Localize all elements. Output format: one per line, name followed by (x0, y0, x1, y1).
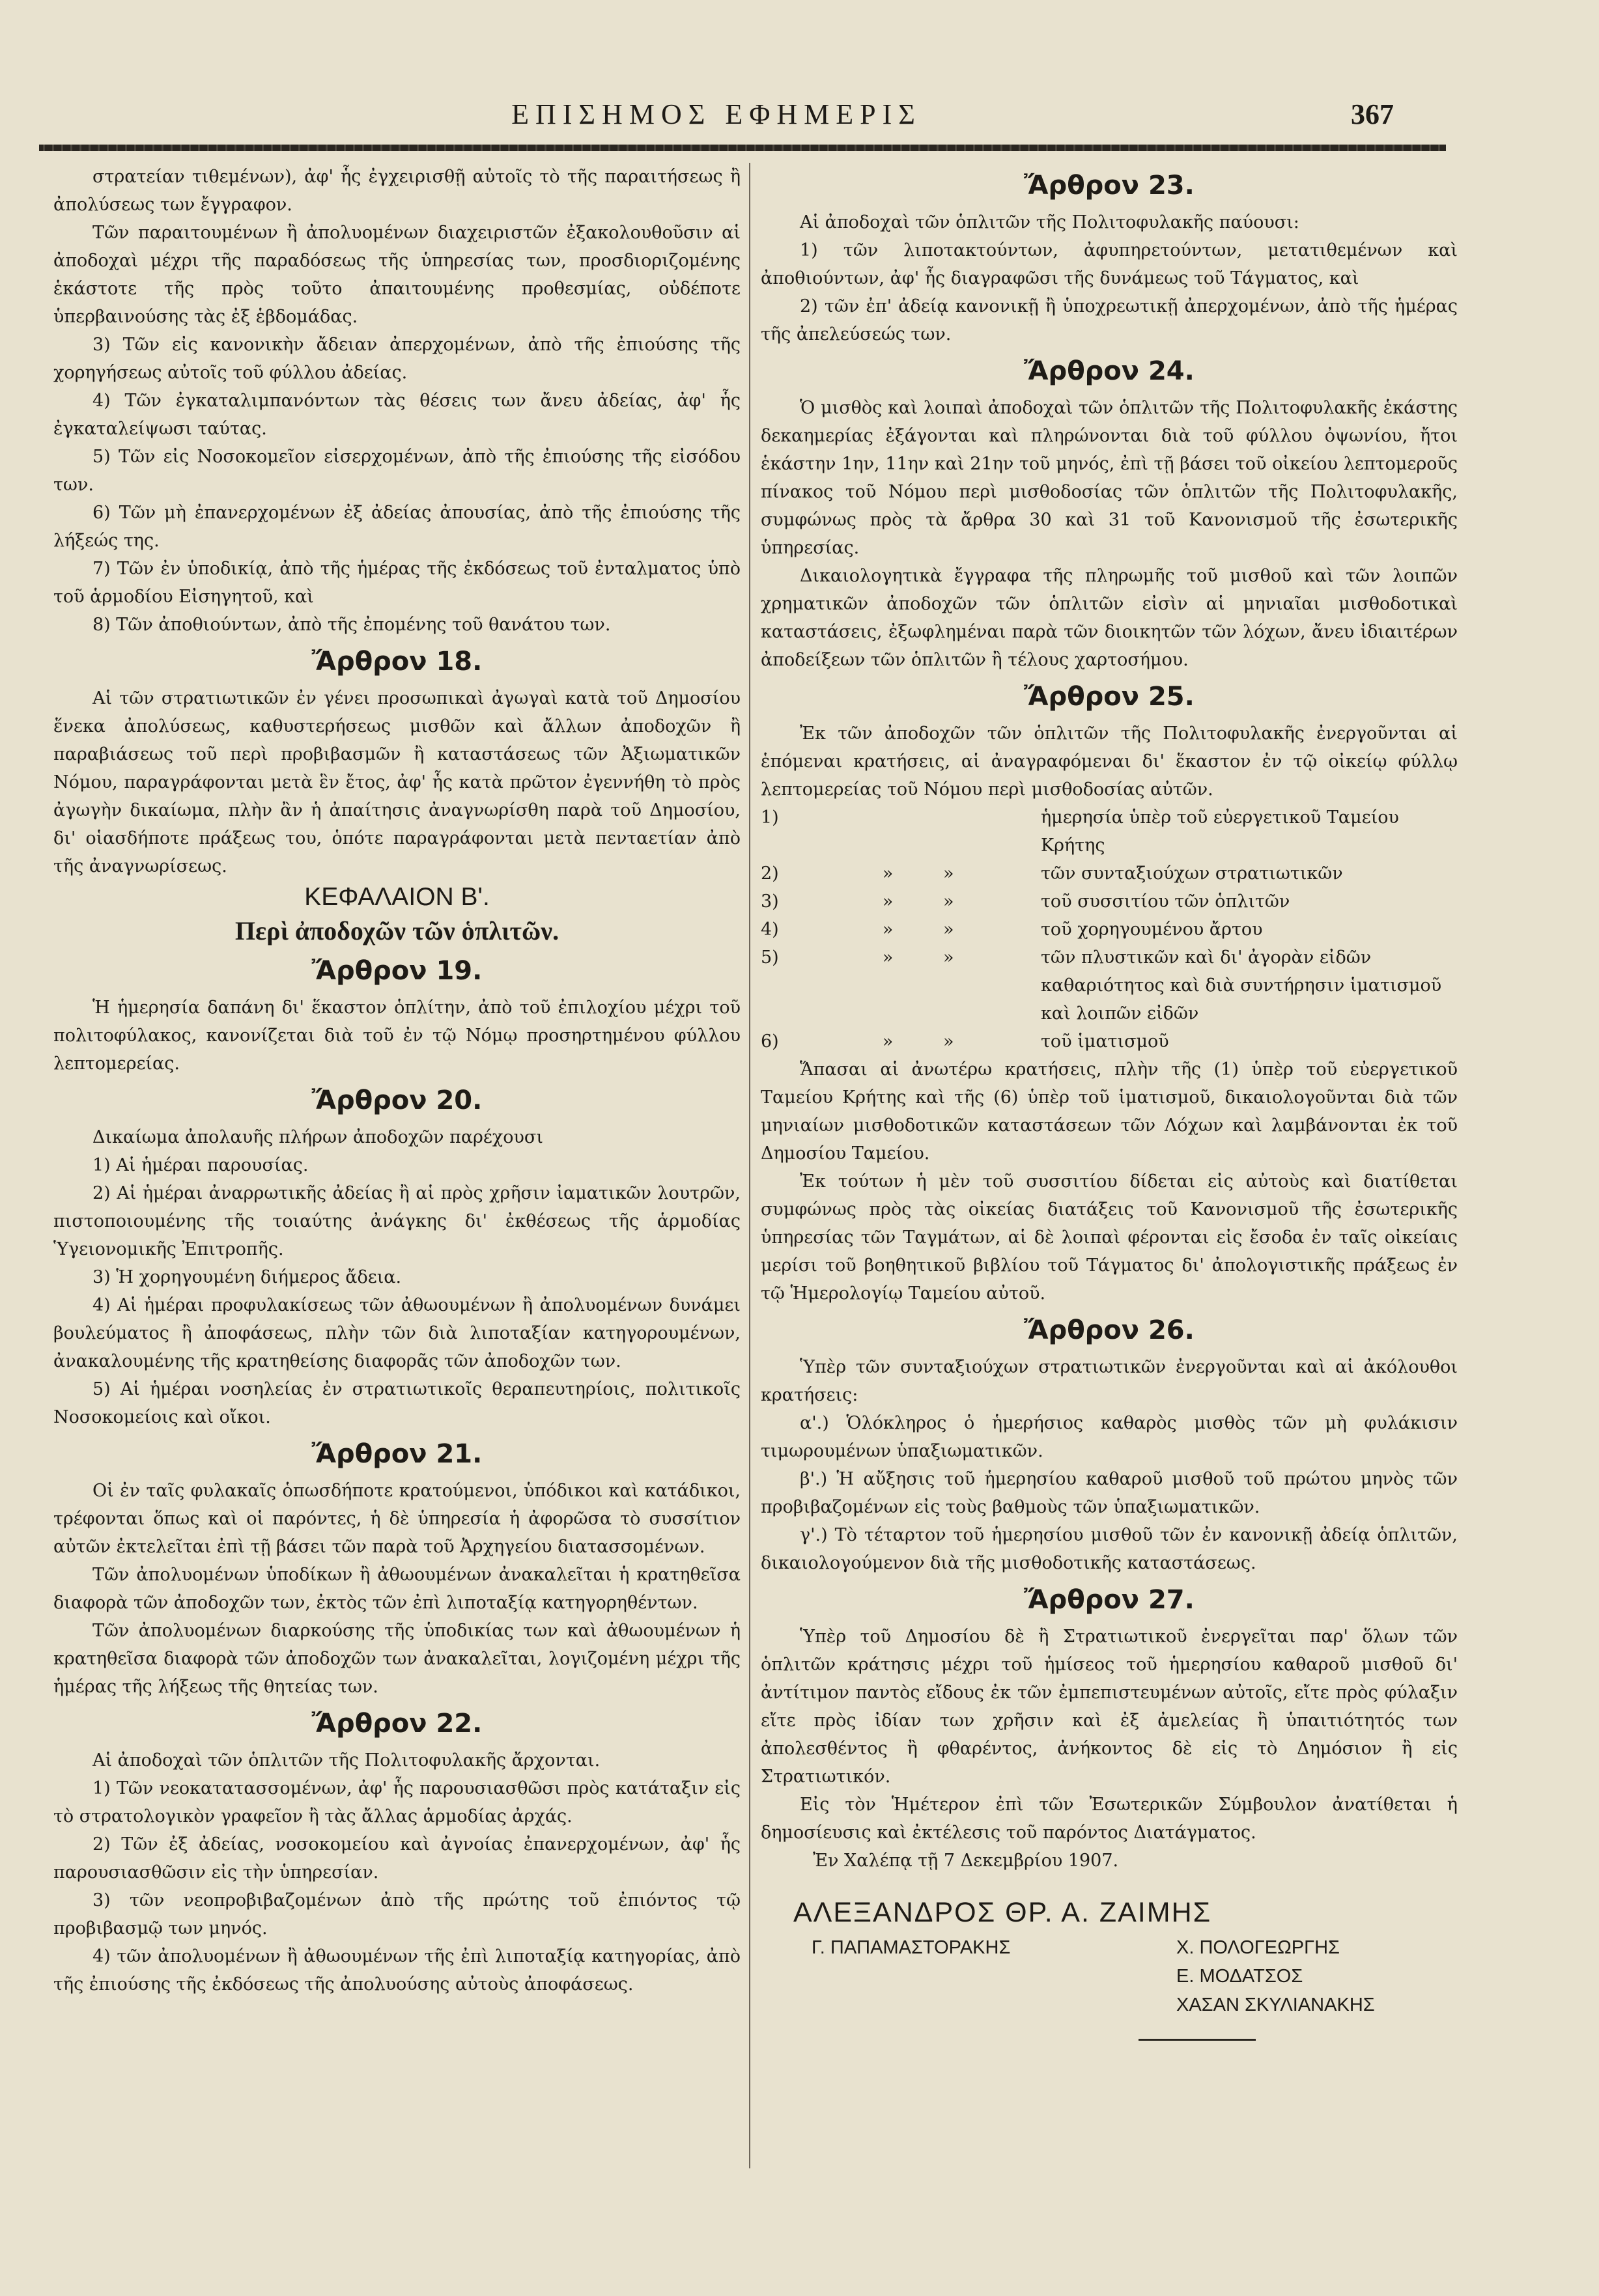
paragraph: Ἡ ἡμερησία δαπάνη δι' ἕκαστον ὁπλίτην, ἀπὸ τοῦ ἐπιλοχίου μέχρι τοῦ πολιτοφύλακος, κανονίζεται διὰ τοῦ ἐν τῷ Νόμῳ προσηρτημένου φύλλου λεπτομερείας. (53, 998, 741, 1074)
paragraph: 1) τῶν λιποτακτούντων, ἀφυπηρετούντων, μετατιθεμένων καὶ ἀποθιούντων, ἀφ' ἧς διαγραφῶσι τῆς δυνάμεως τοῦ Τάγματος, καὶ (761, 240, 1458, 288)
paragraph: 5) Τῶν εἰς Νοσοκομεῖον εἰσερχομένων, ἀπὸ τῆς ἐπιούσης τῆς εἰσόδου των. (53, 447, 741, 495)
article-heading: Ἄρθρον 21. (311, 1439, 483, 1469)
deduction-text: ἡμερησία ὑπὲρ τοῦ εὐεργετικοῦ Ταμείου Κρήτης (1041, 807, 1399, 856)
ditto-mark (937, 804, 1041, 860)
cosigner-right-2: Ε. ΜΟΔΑΤΣΟΣ (1176, 1966, 1303, 1987)
paragraph: 1) Αἱ ἡμέραι παρουσίας. (92, 1155, 309, 1175)
paragraph: 2) τῶν ἐπ' ἀδείᾳ κανονικῇ ἢ ὑποχρεωτικῇ ἀπερχομένων, ἀπὸ τῆς ἡμέρας τῆς ἀπελεύσεώς των. (761, 296, 1458, 344)
deduction-text: τῶν πλυστικῶν καὶ δι' ἀγορὰν εἰδῶν καθαριότητος καὶ διὰ συντήρησιν ἱματισμοῦ καὶ λοιπῶν εἰδῶν (1041, 947, 1442, 1024)
paragraph: 1) Τῶν νεοκατατασσομένων, ἀφ' ἧς παρουσιασθῶσι πρὸς κατάταξιν εἰς τὸ στρατολογικὸν γραφεῖον ἢ τὰς ἄλλας ἁρμοδίας ἀρχάς. (53, 1778, 741, 1827)
ditto-mark: » (882, 919, 894, 940)
paragraph: Ὁ μισθὸς καὶ λοιπαὶ ἀποδοχαὶ τῶν ὁπλιτῶν τῆς Πολιτοφυλακῆς ἑκάστης δεκαημερίας ἐξάγονται καὶ πληρώνονται διὰ τοῦ φύλλου ὀψωνίου, ἤτοι ἑκάστην 1ην, 11ην καὶ 21ην τοῦ μηνός, ἐπὶ τῇ βάσει τοῦ οἰκείου λεπτομεροῦς πίνακος τοῦ Νόμου περὶ μισθοδοσίας τῶν ὁπλιτῶν τῆς Πολιτοφυλακῆς, συμφώνως πρὸς τὰ ἄρθρα 30 καὶ 31 τοῦ Κανονισμοῦ τῆς ἐσωτερικῆς ὑπηρεσίας. (761, 398, 1458, 558)
deduction-text: τοῦ συσσιτίου τῶν ὁπλιτῶν (1041, 891, 1290, 912)
paragraph: Ὑπὲρ τῶν συνταξιούχων στρατιωτικῶν ἐνεργοῦνται καὶ αἱ ἀκόλουθοι κρατήσεις: (761, 1357, 1458, 1405)
paragraph: 4) Τῶν ἐγκαταλιμπανόντων τὰς θέσεις των ἄνευ ἀδείας, ἀφ' ἧς ἐγκαταλείψωσι ταύτας. (53, 391, 741, 439)
paragraph: Δικαίωμα ἀπολαυῆς πλήρων ἀποδοχῶν παρέχουσι (92, 1127, 543, 1147)
article-heading: Ἄρθρον 26. (1024, 1315, 1195, 1345)
paragraph: Ἐκ τῶν ἀποδοχῶν τῶν ὁπλιτῶν τῆς Πολιτοφυλακῆς ἐνεργοῦνται αἱ ἑπόμεναι κρατήσεις, αἱ ἀναγραφόμεναι δι' ἕκαστον ἐν τῷ οἰκείῳ φύλλῳ λεπτομερείας τοῦ Νόμου περὶ μισθοδοσίας αὐτῶν. (761, 723, 1458, 800)
article-heading: Ἄρθρον 18. (311, 647, 483, 677)
paragraph: 2) Αἱ ἡμέραι ἀναρρωτικῆς ἀδείας ἢ αἱ πρὸς χρῆσιν ἰαματικῶν λουτρῶν, πιστοποιουμένης τῆς τοιαύτης ἀνάγκης δι' ἐκθέσεως τῆς ἁρμοδίας Ὑγειονομικῆς Ἐπιτροπῆς. (53, 1183, 741, 1259)
article-heading: Ἄρθρον 23. (1024, 171, 1195, 201)
article-heading: Ἄρθρον 20. (311, 1085, 483, 1115)
deduction-number: 2) (761, 863, 779, 884)
deduction-row (761, 1028, 1458, 1056)
ditto-mark (839, 804, 937, 860)
paragraph: Εἰς τὸν Ἡμέτερον ἐπὶ τῶν Ἐσωτερικῶν Σύμβουλον ἀνατίθεται ἡ δημοσίευσις καὶ ἐκτέλεσις τοῦ παρόντος Διατάγματος. (761, 1795, 1458, 1843)
paragraph: β'.) Ἡ αὔξησις τοῦ ἡμερησίου καθαροῦ μισθοῦ τοῦ πρώτου μηνὸς τῶν προβιβαζομένων εἰς τοὺς βαθμοὺς τῶν ὑπαξιωματικῶν. (761, 1469, 1458, 1517)
paragraph: 6) Τῶν μὴ ἐπανερχομένων ἐξ ἀδείας ἀπουσίας, ἀπὸ τῆς ἐπιούσης τῆς λήξεώς της. (53, 503, 741, 551)
end-rule (1139, 2039, 1256, 2041)
cosigner-right-3: ΧΑΣΑΝ ΣΚΥΛΙΑΝΑΚΗΣ (1176, 1995, 1375, 2015)
paragraph: Δικαιολογητικὰ ἔγγραφα τῆς πληρωμῆς τοῦ μισθοῦ καὶ τῶν λοιπῶν χρηματικῶν ἀποδοχῶν τῶν ὁπλιτῶν εἰσὶν αἱ μηνιαῖαι μισθοδοτικαὶ καταστάσεις, ἐξωφλημέναι παρὰ τῶν διοικητῶν τῶν λόχων, ἄνευ ἰδιαιτέρων ἀποδείξεων τῶν ὁπλιτῶν ἢ τέλους χαρτοσήμου. (761, 566, 1458, 670)
deduction-number: 1) (761, 807, 779, 828)
deduction-number: 6) (761, 1031, 779, 1052)
ditto-mark: » (882, 947, 894, 968)
paragraph: 7) Τῶν ἐν ὑποδικίᾳ, ἀπὸ τῆς ἡμέρας τῆς ἐκδόσεως τοῦ ἐνταλματος ὑπὸ τοῦ ἁρμοδίου Εἰσηγητοῦ, καὶ (53, 559, 741, 607)
cosigners-row (761, 1933, 1458, 1962)
deduction-text: τοῦ ἱματισμοῦ (1041, 1031, 1169, 1052)
chapter-title: ΚΕΦΑΛΑΙΟΝ Β'. (304, 883, 490, 911)
deduction-row (761, 888, 1458, 916)
page-header (39, 98, 1394, 143)
closing-block (761, 1847, 1458, 2041)
paragraph: 5) Αἱ ἡμέραι νοσηλείας ἐν στρατιωτικοῖς θεραπευτηρίοις, πολιτικοῖς Νοσοκομείοις καὶ οἴκοι. (53, 1379, 741, 1427)
paragraph: Οἱ ἐν ταῖς φυλακαῖς ὁπωσδήποτε κρατούμενοι, ὑπόδικοι καὶ κατάδικοι, τρέφονται ὅπως καὶ οἱ παρόντες, ἡ δὲ ὑπηρεσία ἡ ἀφορῶσα τὸ συσσίτιον αὐτῶν ἐκτελεῖται ἐπὶ τῇ βάσει τῶν παρὰ τοῦ Ἀρχηγείου διατασσομένων. (53, 1481, 741, 1557)
paragraph: Αἱ ἀποδοχαὶ τῶν ὁπλιτῶν τῆς Πολιτοφυλακῆς ἄρχονται. (92, 1750, 601, 1771)
ditto-mark: » (943, 891, 954, 912)
paragraph: Αἱ τῶν στρατιωτικῶν ἐν γένει προσωπικαὶ ἀγωγαὶ κατὰ τοῦ Δημοσίου ἕνεκα ἀπολύσεως, καθυστερήσεως μισθῶν καὶ ἄλλων ἀποδοχῶν ἢ παραβιάσεως τοῦ περὶ προβιβασμῶν ἢ καταστάσεως τῶν Ἀξιωματικῶν Νόμου, παραγράφονται μετὰ ἓν ἔτος, ἀφ' ἧς κατὰ πρῶτον ἐγεννήθη τὸ πρὸς ἀγωγὴν δικαίωμα, πλὴν ἂν ἡ ἀπαίτησις ἀναγνωρίσθη παρὰ τοῦ Δημοσίου, δι' οἱασδήποτε πράξεως του, ὁπότε παραγράφονται μετὰ πενταετίαν ἀπὸ τῆς ἀναγνωρίσεως. (53, 688, 741, 876)
article-heading: Ἄρθρον 24. (1024, 356, 1195, 386)
ditto-mark: » (882, 863, 894, 884)
paragraph: 3) τῶν νεοπροβιβαζομένων ἀπὸ τῆς πρώτης τοῦ ἐπιόντος τῷ προβιβασμῷ των μηνός. (53, 1890, 741, 1939)
deduction-text: τῶν συνταξιούχων στρατιωτικῶν (1041, 863, 1343, 884)
deduction-number: 5) (761, 947, 779, 968)
gazette-title: ΕΠΙΣΗΜΟΣ ΕΦΗΜΕΡΙΣ (511, 98, 922, 130)
paragraph: Αἱ ἀποδοχαὶ τῶν ὁπλιτῶν τῆς Πολιτοφυλακῆς παύουσι: (800, 212, 1299, 232)
right-column (761, 163, 1458, 2041)
deduction-text: τοῦ χορηγουμένου ἄρτου (1041, 919, 1263, 940)
paragraph: Ὑπὲρ τοῦ Δημοσίου δὲ ἢ Στρατιωτικοῦ ἐνεργεῖται παρ' ὅλων τῶν ὁπλιτῶν κράτησις μέχρι τοῦ ἡμίσεος τοῦ ἡμερησίου καθαροῦ μισθοῦ δι' ἀντίτιμον παντὸς εἴδους ἐκ τῶν ἐμπεπιστευμένων αὐτοῖς, εἴτε πρὸς φύλαξιν εἴτε πρὸς ἰδίαν των χρῆσιν καὶ ἐξ ἀμελείας ἢ ὑπαιτιότητός των ἀπολεσθέντος ἢ φθαρέντος, ἀνήκοντος δὲ εἰς τὸ Δημόσιον ἢ εἰς Στρατιωτικόν. (761, 1627, 1458, 1787)
right-column-lower (761, 1056, 1458, 1847)
paragraph: γ'.) Τὸ τέταρτον τοῦ ἡμερησίου μισθοῦ τῶν ἐν κανονικῇ ἀδείᾳ ὁπλιτῶν, δικαιολογούμενον διὰ τῆς μισθοδοτικῆς καταστάσεως. (761, 1525, 1458, 1573)
ditto-mark: » (943, 1031, 954, 1052)
left-column (53, 163, 741, 1998)
deduction-row (761, 860, 1458, 888)
deduction-row (761, 916, 1458, 944)
paragraph: Τῶν ἀπολυομένων ὑποδίκων ἢ ἀθωουμένων ἀνακαλεῖται ἡ κρατηθεῖσα διαφορὰ τῶν ἀποδοχῶν των, ἐκτὸς τῶν ἐπὶ λιποταξίᾳ κατηγορηθέντων. (53, 1565, 741, 1613)
deduction-number: 4) (761, 919, 779, 940)
paragraph: Τῶν ἀπολυομένων διαρκούσης τῆς ὑποδικίας των καὶ ἀθωουμένων ἡ κρατηθεῖσα διαφορὰ τῶν ἀποδοχῶν των ἀνακαλεῖται, λογιζομένη μέχρι τῆς ἡμέρας τῆς λήξεως τῆς θητείας των. (53, 1621, 741, 1697)
column-divider (749, 163, 750, 2168)
ditto-mark: » (943, 947, 954, 968)
paragraph: α'.) Ὁλόκληρος ὁ ἡμερήσιος καθαρὸς μισθὸς τῶν μὴ φυλάκισιν τιμωρουμένων ὑπαξιωματικῶν. (761, 1413, 1458, 1461)
ditto-mark: » (943, 863, 954, 884)
deduction-row (761, 944, 1458, 1028)
deductions-table (761, 804, 1458, 1056)
place-date: Ἐν Χαλέπᾳ τῇ 7 Δεκεμβρίου 1907. (813, 1851, 1119, 1871)
deduction-row (761, 804, 1458, 860)
chapter-subtitle: Περὶ ἀποδοχῶν τῶν ὁπλιτῶν. (234, 916, 559, 945)
paragraph: 4) τῶν ἀπολυομένων ἢ ἀθωουμένων τῆς ἐπὶ λιποταξίᾳ κατηγορίας, ἀπὸ τῆς ἐπιούσης τῆς ἐκδόσεως τῆς ἀπολυούσης αὐτοὺς ἀποφάσεως. (53, 1946, 741, 1995)
paragraph: Τῶν παραιτουμένων ἢ ἀπολυομένων διαχειριστῶν ἐξακολουθοῦσιν αἱ ἀποδοχαὶ μέχρι τῆς παραδόσεως τῆς ὑπηρεσίας των, προσδιοριζομένης ἑκάστοτε τῆς πρὸς τοῦτο ἀπαιτουμένης προθεσμίας, οὐδέποτε ὑπερβαινούσης τὰς ἐξ ἑβδομάδας. (53, 223, 741, 327)
paragraph: 2) Τῶν ἐξ ἀδείας, νοσοκομείου καὶ ἀγνοίας ἐπανερχομένων, ἀφ' ἧς παρουσιασθῶσιν εἰς τὴν ὑπηρεσίαν. (53, 1834, 741, 1883)
article-heading: Ἄρθρον 27. (1024, 1585, 1195, 1615)
paragraph: 8) Τῶν ἀποθιούντων, ἀπὸ τῆς ἐπομένης τοῦ θανάτου των. (92, 615, 611, 635)
ditto-mark: » (882, 1031, 894, 1052)
paragraph: 3) Τῶν εἰς κανονικὴν ἄδειαν ἀπερχομένων, ἀπὸ τῆς ἐπιούσης τῆς χορηγήσεως αὐτοῖς τοῦ φύλλου ἀδείας. (53, 335, 741, 383)
signatory-name: ΑΛΕΞΑΝΔΡΟΣ ΘΡ. Α. ΖΑΙΜΗΣ (793, 1897, 1212, 1928)
right-column-upper (761, 165, 1458, 804)
paragraph: Ἐκ τούτων ἡ μὲν τοῦ συσσιτίου δίδεται εἰς αὐτοὺς καὶ διατίθεται συμφώνως πρὸς τὰς οἰκείας διατάξεις τοῦ Κανονισμοῦ τῆς ἐσωτερικῆς ὑπηρεσίας τῶν Ταγμάτων, αἱ δὲ λοιπαὶ φέρονται εἰς ἔσοδα ἐν ταῖς οἰκείαις μερίσι τοῦ βοηθητικοῦ βιβλίου τοῦ Τάγματος δι' ἀπολογιστικῆς πράξεως ἐν τῷ Ἡμερολογίῳ Ταμείου αὐτοῦ. (761, 1171, 1458, 1304)
paragraph: Ἅπασαι αἱ ἀνωτέρω κρατήσεις, πλὴν τῆς (1) ὑπὲρ τοῦ εὐεργετικοῦ Ταμείου Κρήτης καὶ τῆς (6) ὑπὲρ τοῦ ἱματισμοῦ, δικαιολογοῦνται διὰ τῶν μηνιαίων μισθοδοτικῶν καταστάσεων τῶν Λόχων καὶ λαμβάνονται ἐκ τοῦ Δημοσίου Ταμείου. (761, 1059, 1458, 1164)
page-number: 367 (1351, 98, 1394, 130)
cosigner-left: Γ. ΠΑΠΑΜΑΣΤΟΡΑΚΗΣ (812, 1937, 1011, 1958)
article-heading: Ἄρθρον 22. (311, 1709, 483, 1739)
paragraph: 3) Ἡ χορηγουμένη διήμερος ἄδεια. (92, 1267, 402, 1287)
paragraph: 4) Αἱ ἡμέραι προφυλακίσεως τῶν ἀθωουμένων ἢ ἀπολυομένων δυνάμει βουλεύματος ἢ ἀποφάσεως, πλὴν τῶν διὰ λιποταξίαν κατηγορουμένων, ἀνακαλουμένης τῆς κρατηθείσης διαφορᾶς τῶν ἀποδοχῶν των. (53, 1295, 741, 1371)
paragraph: στρατείαν τιθεμένων), ἀφ' ἧς ἐγχειρισθῇ αὐτοῖς τὸ τῆς παραιτήσεως ἢ ἀπολύσεως των ἔγγραφον. (53, 167, 741, 215)
article-heading: Ἄρθρον 25. (1024, 682, 1195, 712)
article-heading: Ἄρθρον 19. (311, 956, 483, 986)
deduction-number: 3) (761, 891, 779, 912)
ditto-mark: » (882, 891, 894, 912)
header-rule (39, 145, 1446, 151)
ditto-mark: » (943, 919, 954, 940)
cosigner-right-1: Χ. ΠΟΛΟΓΕΩΡΓΗΣ (1176, 1937, 1340, 1958)
